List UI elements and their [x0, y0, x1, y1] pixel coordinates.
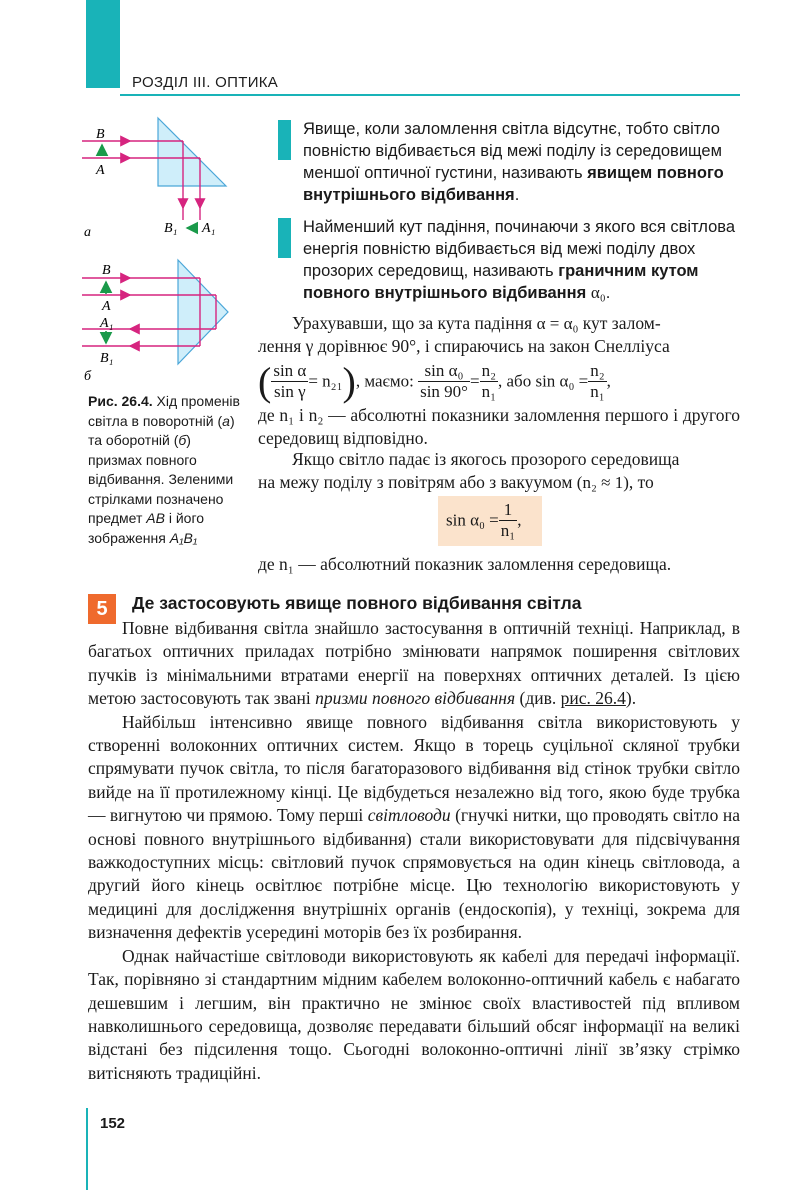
- section-number-badge: 5: [88, 594, 116, 624]
- caption-a1b1: A₁B₁: [169, 529, 198, 546]
- p2-after: де n₁ — абсолютний показник заломлення середовища.: [258, 554, 672, 574]
- footer-rule: [86, 1108, 88, 1190]
- label-a1-bot: A₁: [100, 316, 114, 331]
- label-a1-top: A₁: [202, 221, 216, 236]
- label-a-top: A: [96, 163, 105, 178]
- section-para-3: Однак найчастіше світловоди використовують як кабелі для передачі інформації. Так, порівняно зі стандартним мідним кабелем волоконно-оптичний кабель є набагато дешевшим і легшим, він практично не змінює своїх властивостей під впливом навколишнього середовища, дозволяє передавати більший обсяг інформації на великі відстані без підсилення тощо. Сьогодні волоконно-оптичні лінії зв’язку стрімко витісняють традиційні.: [88, 945, 740, 1083]
- header-rule: [120, 94, 740, 96]
- definition-term: граничним кутом повного внутрішнього відбивання: [303, 262, 699, 302]
- section-body: [88, 617, 740, 1085]
- main-formula-comma: ,: [517, 510, 522, 530]
- formula-line: ( $\frac{\text{sin α}}{\text{sin γ}}$ = n₂₁), маємо: $\frac{\text{sin α₀}}{\sin 90^\circ}$ = $\frac{\text{n₂}}{\text{n₁}}$ , або sin α₀ = $\frac{\text{n₂}}{\text{n₁}}$ ,: [258, 359, 611, 404]
- definition-marker: [278, 120, 291, 160]
- snell-rhs: = n₂₁: [308, 371, 343, 391]
- vacuum-paragraph: [258, 448, 740, 495]
- have-word: , маємо:: [355, 371, 414, 391]
- caption-a: а: [222, 412, 230, 429]
- absolute-index-paragraph: [258, 553, 740, 576]
- caption-and: і його зображення: [88, 510, 205, 546]
- p1-line2: лення γ дорівнює 90°, і спираючись на закон Снелліуса: [258, 336, 670, 357]
- label-a-bot: A: [102, 299, 111, 314]
- section-para-1: Повне відбивання світла знайшло застосування в оптичній техніці. Наприклад, в багатьох оптичних приладах потрібно змінювати напрямок поширення світлових пучків із мінімальними втратами енергії на поверхнях оптичних деталей. Із цією метою застосовують так звані призми повного відбивання (див. рис. 26.4).: [88, 618, 740, 709]
- section-header-title: РОЗДІЛ ІІІ. ОПТИКА: [132, 74, 279, 91]
- definition-end: .: [514, 186, 520, 204]
- definition-total-reflection: [303, 118, 739, 206]
- prism-rotating: [158, 118, 226, 186]
- label-b-top: B: [96, 127, 105, 142]
- figure-caption: [88, 392, 248, 548]
- main-formula-lhs: sin α₀ =: [446, 510, 499, 530]
- or-word: , або: [498, 371, 532, 391]
- caption-lead: Рис. 26.4.: [88, 393, 153, 409]
- paren-left: (: [258, 359, 272, 404]
- label-b1-top: B₁: [164, 221, 178, 236]
- label-b1-bot: B₁: [100, 351, 114, 366]
- p2-line1: Якщо світло падає із якогось прозорого середовища: [292, 449, 680, 469]
- definition-term: явищем повного внутрішнього відбивання: [303, 164, 724, 204]
- label-b-bot: B: [102, 263, 111, 278]
- snell-paragraph: [258, 312, 740, 359]
- page-number: 152: [100, 1115, 126, 1132]
- definition-text: Найменший кут падіння, починаючи з якого вся світлова енергія повністю відбивається від межі поділу двох прозорих середовищ, називають: [303, 218, 736, 280]
- p2-then: , то: [628, 472, 654, 493]
- paren-right: ): [342, 359, 356, 404]
- prism-figure: [80, 108, 260, 398]
- p1-eq: α = α₀: [536, 314, 579, 333]
- p2-line2: на межу поділу з повітрям або з вакуумом: [258, 472, 573, 493]
- figure-reference-link[interactable]: рис. 26.4: [560, 688, 626, 709]
- main-formula-fraction: $\frac{1}{\text{n₁}}$: [500, 500, 516, 540]
- definition-end: .: [605, 284, 611, 302]
- caption-ab: AB: [146, 510, 165, 526]
- section-title: Де застосовують явище повного відбивання світла: [132, 593, 582, 613]
- fraction-4: $\frac{\text{n₂}}{\text{n₁}}$: [590, 361, 605, 401]
- definition-text: Явище, коли заломлення світла відсутнє, тобто світло повністю відбивається від межі поділу із середовищем меншої оптичної густини, називають: [303, 120, 722, 182]
- snell-fraction: $\frac{\text{sin α}}{\text{sin γ}}$: [273, 361, 307, 401]
- coefficients-paragraph: [258, 404, 740, 451]
- figure-label-b: б: [84, 369, 92, 384]
- definition-marker: [278, 218, 291, 258]
- header-tab: [86, 0, 120, 88]
- f3-lhs: sin α₀ =: [535, 371, 589, 391]
- caption-text: Хід променів світла в поворотній (: [88, 393, 240, 429]
- eq-sign: =: [469, 371, 480, 391]
- caption-b: б: [178, 432, 187, 448]
- figure-label-a: а: [84, 225, 91, 240]
- p1-line1b: кут залом-: [582, 313, 661, 333]
- p1-line1: Урахувавши, що за кута падіння: [292, 313, 533, 333]
- caption-rest: ) призмах повного відбивання. Зеленими стрілками позначено предмет: [88, 432, 234, 526]
- p2-cond: (n₂ ≈ 1): [576, 473, 629, 493]
- fraction-2: $\frac{\text{sin α₀}}{\sin 90^\circ}$: [420, 361, 468, 401]
- definition-critical-angle: [303, 216, 739, 304]
- section-para-2: Найбільш інтенсивно явище повного відбивання світла використовують у створенні волоконних оптичних систем. Якщо в торець суцільної скляної трубки спрямувати пучок світла, то після багаторазового відбивання від стінок трубки світло вийде на її протилежному кінці. Це відбудеться незалежно від того, якою буде трубка — вигнутою чи прямою. Тому перші світловоди (гнучкі нитки, що проводять світло на основі повного внутрішнього відбивання) стали використовувати для підсвічування важкодоступних місць: світловий пучок спрямовується на один кінець світловода, а другий його кінець освітлює потрібне місце. Цю технологію використовують у медицині для дослідження внутрішніх органів (ендоскопія), у техніці, зокрема для визначення дефектів усередині моторів без їх розбирання.: [88, 711, 740, 943]
- fraction-3: $\frac{\text{n₂}}{\text{n₁}}$: [481, 361, 496, 401]
- term-prisms: призми повного відбивання: [315, 688, 516, 709]
- p1-line4: де n₁ і n₂ — абсолютні показники заломлення першого і другого середовищ відповідно.: [258, 405, 740, 449]
- prism-reversing: [178, 260, 228, 364]
- definition-symbol: α₀: [590, 283, 606, 302]
- caption-mid: ) та оборотній (: [88, 412, 235, 448]
- main-formula: [446, 500, 521, 541]
- term-lightguides: світловоди: [367, 805, 451, 826]
